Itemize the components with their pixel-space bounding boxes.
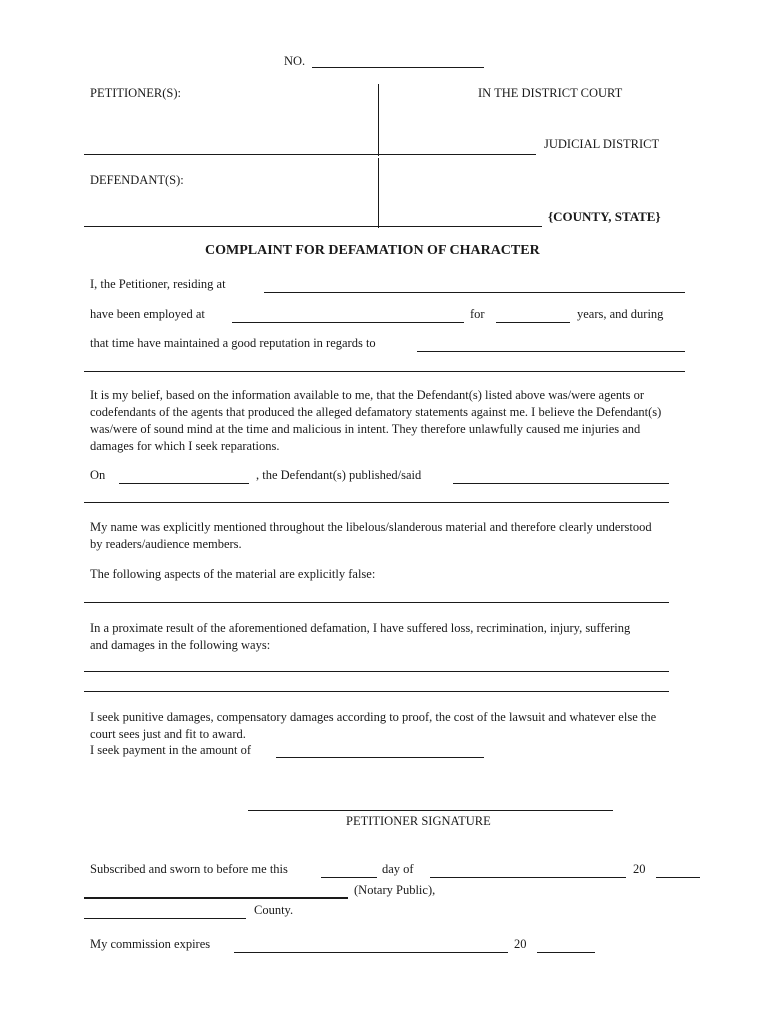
false-aspects-field[interactable] — [84, 602, 669, 603]
employed-label: have been employed at — [90, 307, 205, 321]
county-label: County. — [254, 903, 294, 917]
judicial-district-label: JUDICIAL DISTRICT — [544, 137, 660, 151]
sworn-month-field[interactable] — [430, 877, 626, 878]
caption-divider-bottom — [378, 158, 379, 228]
petitioner-field[interactable] — [84, 154, 378, 155]
belief-paragraph: It is my belief, based on the information available to me, that the Defendant(s) listed above was/were agents or codefendants of the agents that produced the alleged defamatory statements against me. I believe the Defendant(s) was/were of sound mind at the time and malicious in intent. They therefore unlawfully caused me injuries and damages for which I seek reparations. — [90, 388, 662, 453]
year-prefix-2: 20 — [514, 937, 527, 951]
on-label: On — [90, 468, 106, 482]
for-label: for — [470, 307, 485, 321]
county-state-label: {COUNTY, STATE} — [548, 209, 661, 224]
commission-label: My commission expires — [90, 937, 211, 951]
county-field[interactable] — [84, 918, 246, 919]
damages-field-1[interactable] — [84, 671, 669, 672]
publication-date-field[interactable] — [119, 483, 249, 484]
county-state-field[interactable] — [378, 226, 542, 227]
reputation-label: that time have maintained a good reputation in regards to — [90, 336, 376, 350]
judicial-district-field[interactable] — [378, 154, 536, 155]
damages-paragraph: In a proximate result of the aforementioned defamation, I have suffered loss, recrimination, injury, suffering and damages in the following ways: — [90, 621, 631, 652]
commission-year-field[interactable] — [537, 952, 595, 953]
sworn-day-field[interactable] — [321, 877, 377, 878]
signature-line[interactable] — [248, 810, 613, 811]
false-aspects-label: The following aspects of the material are explicitly false: — [90, 567, 376, 581]
court-name: IN THE DISTRICT COURT — [478, 86, 623, 100]
petitioner-label: PETITIONER(S): — [90, 86, 181, 100]
years-field[interactable] — [496, 322, 570, 323]
reputation-field-continued[interactable] — [84, 371, 685, 372]
employer-field[interactable] — [232, 322, 464, 323]
statement-field[interactable] — [453, 483, 669, 484]
caption-divider-top — [378, 84, 379, 156]
years-label: years, and during — [577, 307, 664, 321]
day-of-label: day of — [382, 862, 414, 876]
commission-date-field[interactable] — [234, 952, 508, 953]
sworn-year-field[interactable] — [656, 877, 700, 878]
statement-field-continued[interactable] — [84, 502, 669, 503]
defendant-field[interactable] — [84, 226, 378, 227]
case-number-field[interactable] — [312, 67, 484, 68]
residence-field[interactable] — [264, 292, 685, 293]
case-number-label: NO. — [284, 54, 306, 68]
notary-name-field[interactable] — [84, 897, 348, 899]
sworn-label: Subscribed and sworn to before me this — [90, 862, 288, 876]
published-said-label: , the Defendant(s) published/said — [256, 468, 422, 482]
residing-label: I, the Petitioner, residing at — [90, 277, 226, 291]
signature-label: PETITIONER SIGNATURE — [346, 814, 491, 828]
reputation-field[interactable] — [417, 351, 685, 352]
payment-label: I seek payment in the amount of — [90, 743, 252, 757]
mentioned-paragraph: My name was explicitly mentioned throughout the libelous/slanderous material and therefore clearly understood by readers/audience members. — [90, 520, 652, 551]
punitive-paragraph: I seek punitive damages, compensatory damages according to proof, the cost of the lawsuit and whatever else the court sees just and fit to award. — [90, 710, 657, 741]
damages-field-2[interactable] — [84, 691, 669, 692]
year-prefix-1: 20 — [633, 862, 646, 876]
payment-amount-field[interactable] — [276, 757, 484, 758]
defendant-label: DEFENDANT(S): — [90, 173, 184, 187]
document-title: COMPLAINT FOR DEFAMATION OF CHARACTER — [205, 243, 540, 258]
notary-public-label: (Notary Public), — [354, 883, 436, 897]
